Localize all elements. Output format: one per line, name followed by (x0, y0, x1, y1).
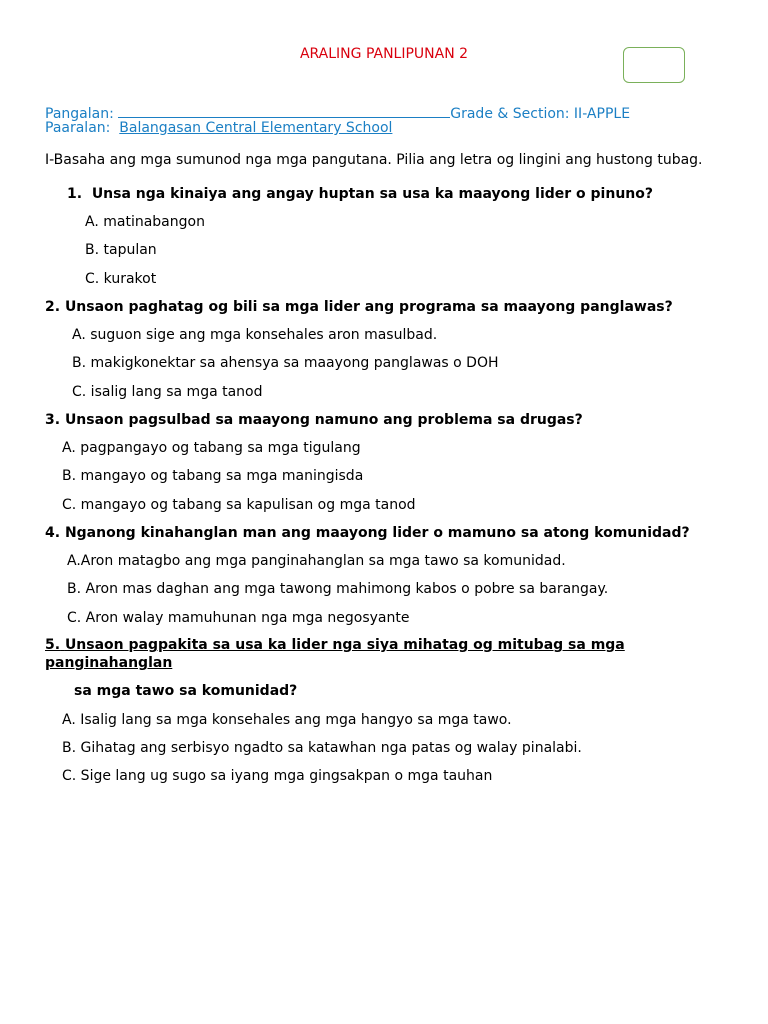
question-text: Nganong kinahanglan man ang maayong lider o mamuno sa atong komunidad? (64, 525, 690, 541)
question-number: 3. (45, 412, 61, 428)
score-box (623, 47, 685, 83)
question-number: 1. (67, 186, 83, 202)
question-number: 2. (45, 299, 61, 315)
school-row (45, 120, 392, 136)
choice-3c[interactable]: C. mangayo og tabang sa kapulisan og mga tanod (62, 497, 416, 513)
choice-2c[interactable]: C. isalig lang sa mga tanod (72, 384, 263, 400)
choice-2a[interactable]: A. suguon sige ang mga konsehales aron masulbad. (72, 327, 438, 343)
choice-5b[interactable]: B. Gihatag ang serbisyo ngadto sa katawhan nga patas og walay pinalabi. (62, 740, 582, 756)
question-text: Unsaon paghatag og bili sa mga lider ang programa sa maayong panglawas? (64, 299, 673, 315)
question-2 (45, 299, 673, 315)
choice-4b[interactable]: B. Aron mas daghan ang mga tawong mahimong kabos o pobre sa barangay. (67, 581, 609, 597)
question-4 (45, 525, 690, 541)
question-text: Unsa nga kinaiya ang angay huptan sa usa ka maayong lider o pinuno? (91, 186, 653, 202)
school-label: Paaralan: (45, 120, 111, 136)
question-5-line3: sa mga tawo sa komunidad? (74, 683, 298, 699)
choice-1a[interactable]: A. matinabangon (85, 214, 205, 230)
school-name: Balangasan Central Elementary School (119, 120, 393, 136)
choice-4c[interactable]: C. Aron walay mamuhunan nga mga negosyante (67, 610, 410, 626)
question-text: Unsaon pagsulbad sa maayong namuno ang problema sa drugas? (64, 412, 583, 428)
choice-1c[interactable]: C. kurakot (85, 271, 157, 287)
question-number: 4. (45, 525, 61, 541)
question-text-line1: Unsaon pagpakita sa usa ka lider nga siya mihatag og mitubag sa mga (64, 637, 625, 653)
choice-3a[interactable]: A. pagpangayo og tabang sa mga tigulang (62, 440, 361, 456)
question-3 (45, 412, 583, 428)
instructions: I-Basaha ang mga sumunod nga mga pangutana. Pilia ang letra og lingini ang hustong tubag. (45, 152, 703, 168)
name-label: Pangalan: (45, 106, 114, 122)
question-number: 5. (45, 637, 61, 653)
worksheet-title: ARALING PANLIPUNAN 2 (299, 46, 469, 62)
choice-2b[interactable]: B. makigkonektar sa ahensya sa maayong panglawas o DOH (72, 355, 499, 371)
choice-1b[interactable]: B. tapulan (85, 242, 157, 258)
question-5-continuation: panginahanglan (45, 655, 173, 671)
question-5 (45, 637, 625, 653)
choice-5c[interactable]: C. Sige lang ug sugo sa iyang mga gingsakpan o mga tauhan (62, 768, 493, 784)
choice-5a[interactable]: A. Isalig lang sa mga konsehales ang mga hangyo sa mga tawo. (62, 712, 512, 728)
question-1 (67, 186, 653, 202)
choice-3b[interactable]: B. mangayo og tabang sa mga maningisda (62, 468, 364, 484)
choice-4a[interactable]: A.Aron matagbo ang mga panginahanglan sa mga tawo sa komunidad. (67, 553, 566, 569)
grade-section: Grade & Section: II-APPLE (450, 106, 631, 122)
name-blank-line[interactable] (118, 103, 450, 118)
